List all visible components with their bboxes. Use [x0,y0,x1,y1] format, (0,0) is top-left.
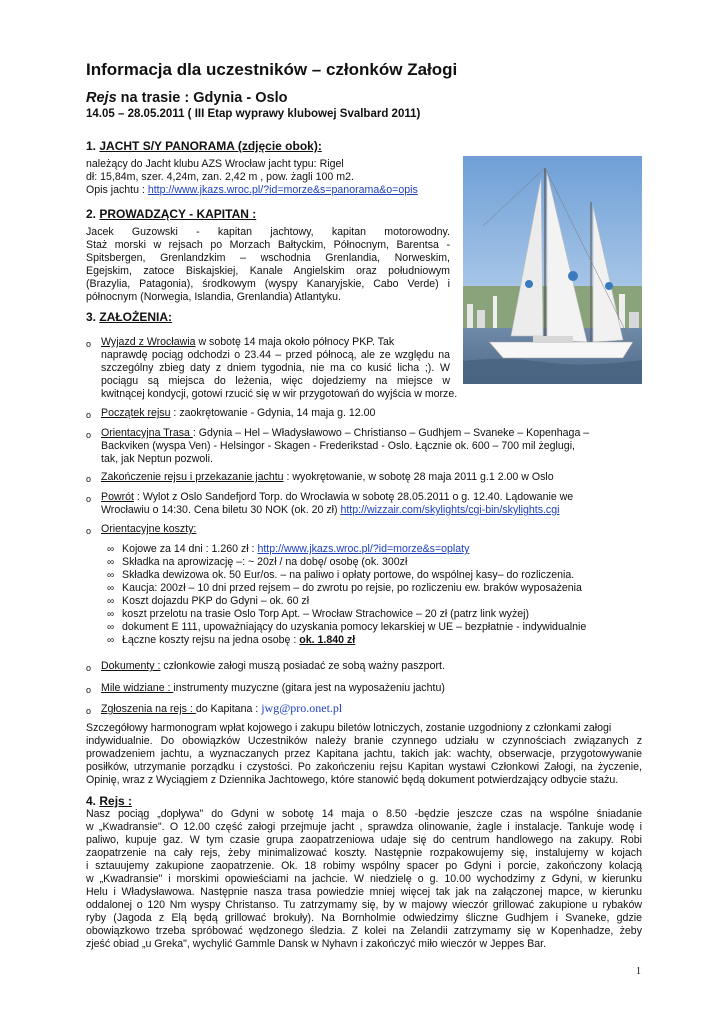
return-line-1 [101,491,573,503]
captain-line-6: północnym (Norwegia, Islandia, Grenlandia) Atlantyku. [86,291,341,303]
cost-item-5: Koszt dojazdu PKP do Gdyni – ok. 60 zł [122,595,310,607]
infinity-icon: ∞ [107,570,115,581]
yacht-dimensions-line: dł: 15,84m, szer. 4,24m, zan. 2,42 m , pow. żagli 100 m2. [86,171,354,183]
infinity-icon: ∞ [107,544,115,555]
start-line [101,407,375,419]
section-2-heading [86,207,256,221]
bullet-icon: o [86,339,92,349]
start-label: Początek rejsu [101,407,171,419]
route-label: Orientacyjna Trasa [101,427,193,439]
schedule-para-line-1: Szczegółowy harmonogram wpłat kojowego i zakupu biletów lotniczych, zostanie uzgodniony z członkami załogi [86,722,612,734]
cost-item-6: koszt przelotu na trasie Oslo Torp Apt. – Wrocław Strachowice – 20 zł (patrz link wyżej) [122,608,530,620]
cruise-line-2: w „Kwadransie". O 12.00 część załogi przejmuje jacht , sprawdza olinowanie, żagle i instalacje. Tankuje wodę i [86,821,642,833]
cost-item-3: Składka dewizowa ok. 50 Eur/os. – na paliwo i opłaty portowe, do wspólnej kasy– do rozliczenia. [122,569,575,581]
captain-line-4: Egejskim, zatoce Biskajskiej, Kanale Angielskim oraz południowym [86,265,450,277]
cruise-line-9: ryby (Jagoda z Elą będą grillować brokuły). Na Bornholmie odwiedzimy śliczne Gudhjem i Svaneke, gdzie [86,912,642,924]
departure-line-1 [101,336,394,348]
bullet-icon: o [86,526,92,536]
infinity-icon: ∞ [107,635,115,646]
yacht-photo [463,156,642,384]
return-text-1: : Wylot z Oslo Sandefjord Torp. do Wrocławia w sobotę 28.05.2011 o g. 12.40. Lądowanie we [133,491,574,503]
captain-email-link[interactable]: jwg@pro.onet.pl [261,701,343,715]
route-line-1 [101,427,589,439]
route-text: na trasie : Gdynia - Oslo [116,90,288,106]
page-number: 1 [636,966,641,977]
infinity-icon: ∞ [107,557,115,568]
yacht-owner-line: należący do Jacht klubu AZS Wrocław jacht typu: Rigel [86,158,344,170]
section-4-heading [86,794,132,808]
end-line [101,471,554,483]
return-label: Powrót [101,491,134,503]
cruise-line-4: zaopatrzenie na cały rejs, żeby minimalizować koszty. Następnie rozpakowujemy się, instalujemy w kojach [86,847,642,859]
fees-link[interactable]: http://www.jkazs.wroc.pl/?id=morze&s=oplaty [257,543,470,555]
section-2-title: PROWADZĄCY - KAPITAN : [99,207,257,221]
bullet-icon: o [86,474,92,484]
page-title: Informacja dla uczestników – członków Załogi [86,60,458,79]
schedule-para-line-2: indywidualnie. Do obowiązków Uczestników należy branie czynnego udziału w czynnościach związanych z [86,735,642,747]
yacht-description-link[interactable]: http://www.jkazs.wroc.pl/?id=morze&s=panorama&o=opis [147,184,418,196]
documents-label: Dokumenty : [101,660,161,672]
captain-line-2: Staż morski w rejsach po Morzach Bałtyckim, Północnym, Barentsa - [86,239,450,251]
route-heading [86,90,287,106]
cost-item-1 [122,543,469,555]
route-word: Rejs [86,90,117,106]
applications-line [101,702,342,715]
schedule-para-line-5: Opinię, wraz z Wyciągiem z Dziennika Jachtowego, które stanowić będą dokument potwierdzający odbycie stażu. [86,774,619,786]
infinity-icon: ∞ [107,622,115,633]
departure-line-2: naprawdę pociąg odchodzi o 23.44 – przed północą, ale ze względu na [101,349,450,361]
route-line-3: tak, jak Neptun pozwoli. [101,453,213,465]
cost-item-1-text: Kojowe za 14 dni : 1.260 zł : [122,543,258,555]
section-1-heading [86,139,322,153]
bullet-icon: o [86,663,92,673]
section-1-number: 1. [86,139,97,153]
bullet-icon: o [86,410,92,420]
welcome-line [101,682,445,694]
documents-line [101,660,445,672]
departure-line-3: szczególny zbieg daty z dniem tygodnia, nie ma co kusić licha ;). W [101,362,450,374]
end-label: Zakończenie rejsu i przekazanie jachtu [101,471,284,483]
cruise-line-5: i sztauujemy zakupione zaopatrzenie. Ok. 18 robimy wspólny spacer po Gdyni i porcie, zakończony kolacją [86,860,642,872]
departure-line-4: pociągu są miejsca do leżenia, więc dojedziemy na miejsce w [101,375,450,387]
welcome-label: Mile widziane : [101,682,174,694]
cruise-line-7: Helu i Władysławowa. Następnie nasza trasa powiedzie mniej więcej tak jak na załączonej mapce, w kierunku [86,886,642,898]
end-text: : wyokrętowanie, w sobotę 28 maja 2011 g.1 2.00 w Oslo [283,471,554,483]
start-text: : zaokrętowanie - Gdynia, 14 maja g. 12.00 [170,407,376,419]
captain-line-1: Jacek Guzowski - kapitan jachtowy, kapitan motorowodny. [86,226,450,238]
cruise-line-1: Nasz pociąg „dopływa" do Gdyni w sobotę 14 maja o 8.50 -będzie jeszcze czas na wspólne śniadanie [86,808,642,820]
yacht-description-line [86,184,418,196]
cost-item-7: dokument E 111, upoważniający do uzyskania pomocy lekarskiej w UE – bezpłatnie - indywidualnie [122,621,587,633]
documents-text: członkowie załogi muszą posiadać ze sobą ważny paszport. [160,660,445,672]
section-3-number: 3. [86,310,97,324]
infinity-icon: ∞ [107,596,115,607]
return-text-2: Wrocławiu o 14:30. Cena biletu 30 NOK (ok. 20 zł) [101,504,341,516]
total-cost-value: ok. 1.840 zł [299,634,356,646]
applications-label: Zgłoszenia na rejs : [101,703,196,715]
bullet-icon: o [86,494,92,504]
cruise-line-11: zjeść obiad „u Greka", wychylić Gammle Dansk w Nyhavn i zakończyć miło wieczór w Jeppes Bar. [86,938,547,950]
cost-item-4: Kaucja: 200zł – 10 dni przed rejsem – do zwrotu po rejsie, po rozliczeniu ew. braków wyposażenia [122,582,582,594]
section-1-title: JACHT S/Y PANORAMA (zdjęcie obok): [99,139,322,153]
route-text-1: : Gdynia – Hel – Władysławowo – Christianso – Gudhjem – Svaneke – Kopenhaga – [192,427,590,439]
bullet-icon: o [86,706,92,716]
yacht-description-label: Opis jachtu : [86,184,148,196]
schedule-para-line-4: posiłków, utrzymanie porządku i czystości. Po zakończeniu rejsu Kapitan wystawi Członkowi Załogi, na życzenie, [86,761,642,773]
cruise-line-10: obowiązkowo trzeba spróbować wędzonego śledzia. Z kolei na Zelandii zatrzymamy się w Kopenhadze, żeby [86,925,642,937]
cost-item-2: Składka na aprowizację –: ~ 20zł / na dobę/ osobę (ok. 300zł [122,556,408,568]
section-3-heading [86,310,172,324]
wizzair-link[interactable]: http://wizzair.com/skylights/cgi-bin/skylights.cgi [340,504,560,516]
bullet-icon: o [86,430,92,440]
costs-label: Orientacyjne koszty: [101,523,197,535]
applications-text: do Kapitana : [195,703,262,715]
infinity-icon: ∞ [107,609,115,620]
captain-line-3: Spitsbergen, Grenlandzkim – wschodnia Grenlandia, Norweskim, [86,252,450,264]
return-line-2 [101,504,559,516]
route-line-2: Backviken (wyspa Ven) - Helsingor - Skagen - Frederikstad - Oslo. Łącznie ok. 600 – 700 mil żeglugi, [101,440,575,452]
cruise-line-6: w „Kwadransie" i morskimi opowieściami na jachcie. W niedzielę o g. 10.00 wychodzimy z Gdyni, w kierunku [86,873,642,885]
captain-line-5: (Brazylia, Patagonia), środkowym (wyspy Kanaryjskie, Cabo Verde) i [86,278,450,290]
cost-item-8 [122,634,355,646]
trip-dates: 14.05 – 28.05.2011 ( III Etap wyprawy klubowej Svalbard 2011) [86,108,421,120]
section-4-title: Rejs : [99,794,133,808]
total-cost-label: Łączne koszty rejsu na jedna osobę : [122,634,300,646]
schedule-para-line-3: prowadzeniem jachtu, a wyznaczanych przez Kapitana jachtu, takich jak: wachty, obserwacje, przygotowywanie [86,748,642,760]
section-2-number: 2. [86,207,97,221]
cruise-line-8: oddalonej o 120 Nm wyspy Christanso. Tu zatrzymamy się, by w majowy wieczór grillować zakupione u rybaków [86,899,642,911]
yacht-photo-drawing [463,156,642,384]
section-3-title: ZAŁOŻENIA: [99,310,173,324]
departure-line-5: kwitnącej kondycji, gotowi rzucić się w wir przygotowań do wyjścia w morze. [101,388,458,400]
cruise-line-3: paliwo, kupuje gaz. W tym czasie grupa zaopatrzeniowa udaje się do centrum handlowego na zakupy. Robi [86,834,642,846]
bullet-icon: o [86,685,92,695]
infinity-icon: ∞ [107,583,115,594]
departure-text-1: w sobotę 14 maja około północy PKP. Tak [195,336,395,348]
section-4-number: 4. [86,794,97,808]
departure-label: Wyjazd z Wrocławia [101,336,196,348]
welcome-text: instrumenty muzyczne (gitara jest na wyposażeniu jachtu) [173,682,445,694]
